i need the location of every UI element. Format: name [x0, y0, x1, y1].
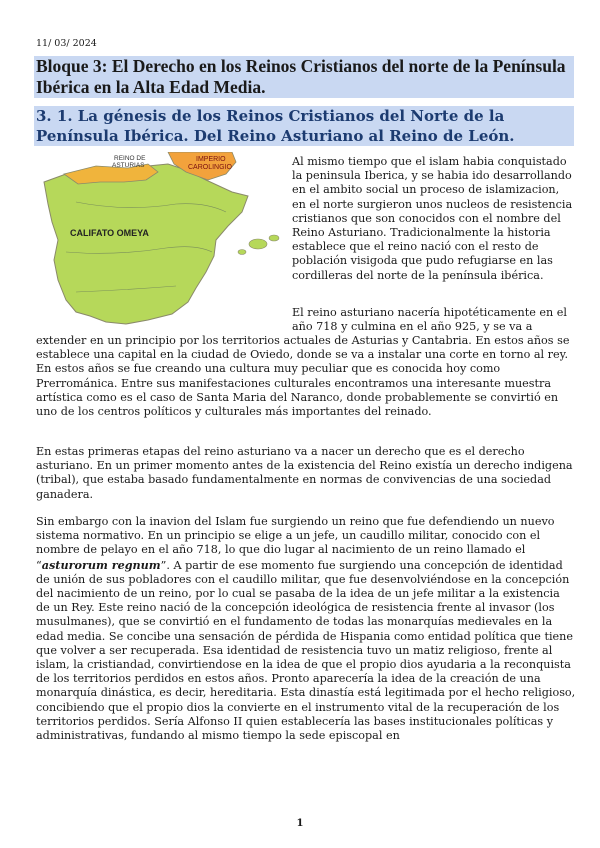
asturorum-regnum-term: asturorum regnum — [41, 557, 161, 572]
map-label-califato: CALIFATO OMEYA — [70, 228, 149, 238]
paragraph-reino-asturiano: extender en un principio por los territorios actuales de Asturias y Cantabria. En estos años se establece una capital en la ciudad de Oviedo, donde se va a instalar una corte en torno al rey. En estos años se fue creando una cultura muy peculiar que es conocida hoy como Prerrománica. Entre sus manifestaciones culturales encontramos una interesante muestra artística como es el caso de Santa Maria del Naranco, donde probablemente se convirtió en uno de los centros políticos y culturales más importantes del reinado. — [36, 334, 570, 419]
page-number: 1 — [296, 818, 304, 829]
balearic-island — [269, 235, 279, 241]
paragraph-reino-asturiano-start: El reino asturiano nacería hipotéticamente en el año 718 y culmina en el año 925, y se va a — [292, 306, 567, 334]
paragraph-text: ”. A partir de ese momento fue surgiendo una concepción de identidad de unión de sus pobladores con el caudillo militar, que fue desenvolviéndose en la concepción del nacimiento de un reino, por lo cual se pasaba de la idea de un jefe militar a la existencia de un Rey. Este reino nació de la concepción ideológica de resistencia frente al invasor (los musulmanes), que se convirtió en el fundamento de todas las monarquías medievales en la edad media. Se concibe una sensación de pérdida de Hispania como entidad política que tiene que volver a ser recuperada. Esa identidad de resistencia tuvo un matiz religioso, frente al islam, la cristiandad, convirtiendose en la idea de que el propio dios ayudaria a la reconquista de los territorios perdidos en estos años. Pronto aparecería la idea de la creación de una monarquía dinástica, es decir, hereditaria. Esta dinastía está legitimada por el hecho religioso, concibiendo que el propio dios la convierte en el instrumento vital de la recuperación de los territorios perdidos. Sería Alfonso II quien establecería las bases institucionales políticas y administrativas, fundando al mismo tiempo la sede episcopal en — [36, 558, 576, 743]
map-label-asturias: ASTURIAS — [112, 162, 145, 169]
document-date: 11/ 03/ 2024 — [36, 38, 97, 49]
paragraph-intro: Al mismo tiempo que el islam habia conquistado la peninsula Iberica, y se habia ido desarrollando en el ambito social un proceso de islamizacion, en el norte surgieron unos nucleos de resistencia cristianos que son conocidos con el nombre del Reino Asturiano. Tradicionalmente la historia establece que el reino nació con el resto de población visigoda que pudo refugiarse en las cordilleras del norte de la península ibérica. — [292, 155, 573, 282]
map-label-imperio: IMPERIO — [196, 156, 226, 163]
balearic-island — [249, 239, 267, 249]
subsection-heading: 3. 1. La génesis de los Reinos Cristianos del Norte de la Península Ibérica. Del Reino Asturiano al Reino de León. — [34, 106, 574, 146]
iberian-peninsula-map — [36, 152, 286, 334]
map-label-asturias: REINO DE — [114, 155, 146, 162]
paragraph-derecho-asturiano: En estas primeras etapas del reino asturiano va a nacer un derecho que es el derecho asturiano. En un primer momento antes de la existencia del Reino existía un derecho indigena (tribal), que estaba basado fundamentalmente en normas de convivencias de una sociedad ganadera. — [36, 445, 573, 501]
paragraph-islam-invasion — [36, 515, 576, 743]
section-heading: Bloque 3: El Derecho en los Reinos Cristianos del norte de la Península Ibérica en la Alta Edad Media. — [34, 56, 574, 98]
balearic-island — [238, 250, 246, 255]
paragraph-text: Sin embargo con la inavion del Islam fue surgiendo un reino que fue defendiendo un nuevo sistema normativo. En un principio se elige a un jefe, un caudillo militar, conocido con el nombre de pelayo en el año 718, lo que dio lugar al nacimiento de un reino llamado el “ — [36, 515, 555, 572]
map-label-imperio: CAROLINGIO — [188, 164, 232, 171]
